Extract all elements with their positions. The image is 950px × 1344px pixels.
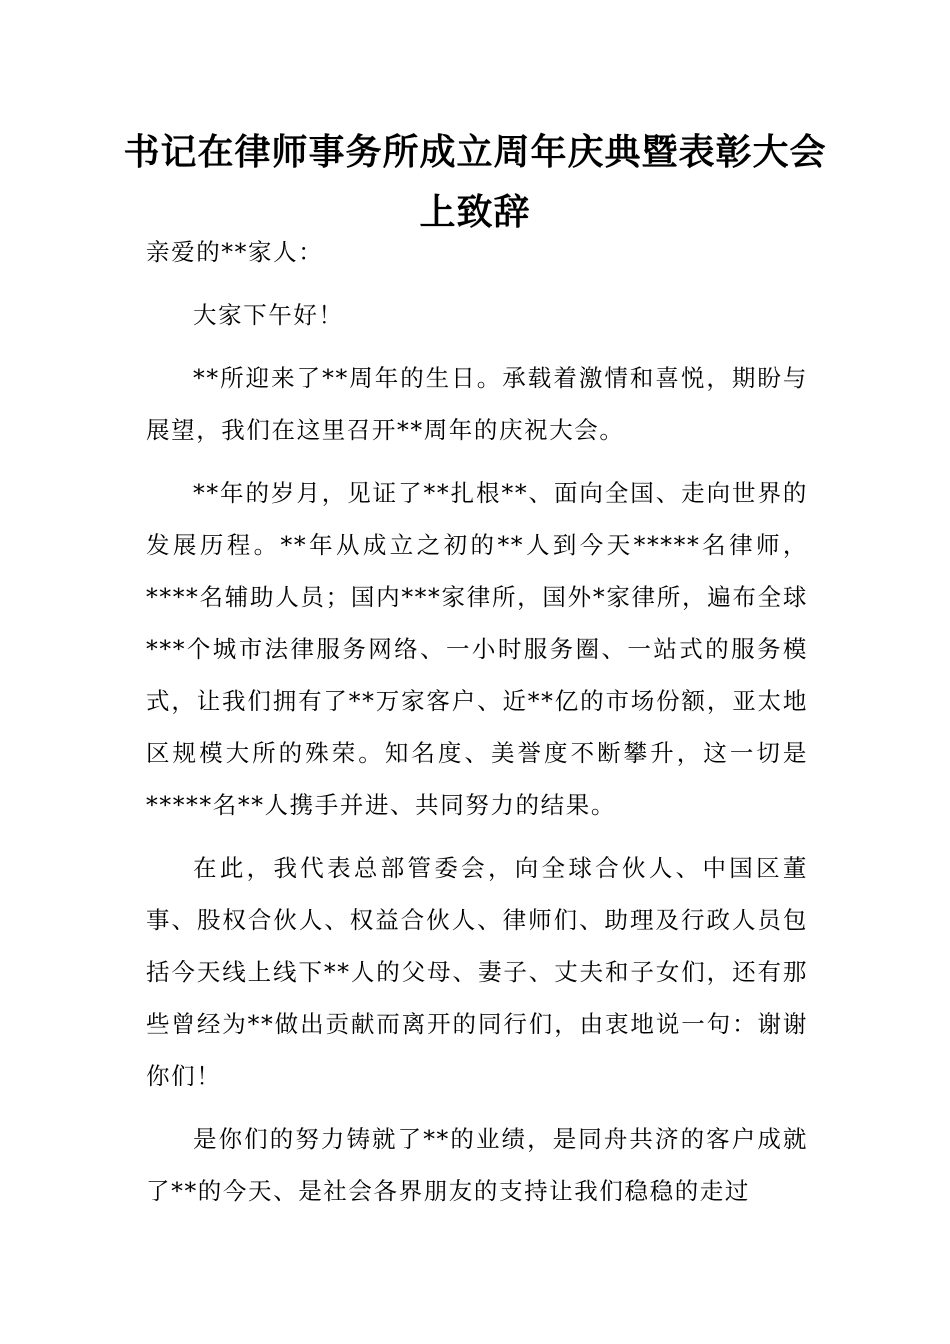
salutation-paragraph: 亲爱的**家人：	[146, 238, 324, 266]
document-body	[146, 226, 808, 1228]
body-paragraph: 是你们的努力铸就了**的业绩，是同舟共济的客户成就了**的今天、是社会各界朋友的支持让我们稳稳的走过	[146, 1125, 808, 1205]
body-paragraph: **所迎来了**周年的生日。承载着激情和喜悦，期盼与展望，我们在这里召开**周年的庆祝大会。	[146, 364, 808, 444]
body-paragraph: **年的岁月，见证了**扎根**、面向全国、走向世界的发展历程。**年从成立之初的**人到今天*****名律师，****名辅助人员；国内***家律所，国外*家律所，遍布全球***个城市法律服务网络、一小时服务圈、一站式的服务模式，让我们拥有了**万家客户、近**亿的市场份额，亚太地区规模大所的殊荣。知名度、美誉度不断攀升，这一切是*****名**人携手并进、共同努力的结果。	[146, 479, 808, 819]
document-title: 书记在律师事务所成立周年庆典暨表彰大会上致辞	[123, 131, 827, 233]
greeting-paragraph: 大家下午好！	[193, 301, 344, 329]
body-paragraph: 在此，我代表总部管委会，向全球合伙人、中国区董事、股权合伙人、权益合伙人、律师们、助理及行政人员包括今天线上线下**人的父母、妻子、丈夫和子女们，还有那些曾经为**做出贡献而离开的同行们，由衷地说一句：谢谢你们！	[146, 854, 808, 1090]
